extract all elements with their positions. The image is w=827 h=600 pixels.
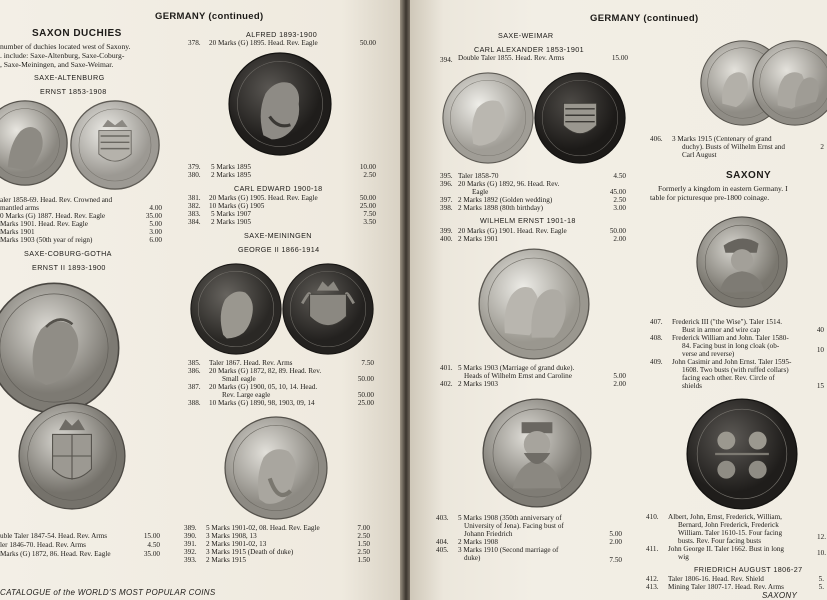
entry-coburg-2: ler 1846-70. Head. Rev. Arms: [0, 541, 86, 549]
saxe-altenburg-arms-coin: [70, 100, 160, 190]
meiningen-arms-coin: [282, 263, 374, 355]
entry-412-num: 412.: [646, 575, 659, 583]
entry-410-text: Albert, John, Ernst, Frederick, William,: [668, 513, 782, 521]
ernst-ii-heading: ERNST II 1893-1900: [32, 263, 106, 272]
ernst-ruler-heading: ERNST 1853-1908: [40, 87, 107, 96]
centenary-coin-reverse: [752, 40, 827, 126]
saxe-weimar-heading: SAXE-WEIMAR: [498, 31, 554, 40]
entry-394-price: 15.00: [611, 54, 628, 62]
price-coburg-1: 15.00: [143, 532, 160, 540]
entry-411-price: 10.: [817, 549, 826, 557]
right-page-footer: SAXONY: [762, 591, 798, 600]
price-coburg-3: 35.00: [143, 550, 160, 558]
entry-coburg-3: Marks (G) 1872, 86. Head. Rev. Eagle: [0, 550, 111, 558]
entry-412-price: 5.: [818, 575, 824, 583]
entry-384-price: 3.50: [363, 218, 376, 226]
left-page: [0, 0, 402, 600]
right-page-header: GERMANY (continued): [590, 13, 699, 24]
frederick-the-wise-coin: [696, 216, 788, 308]
entry-382-num: 382.: [188, 202, 201, 210]
saxe-altenburg-heading: SAXE-ALTENBURG: [34, 73, 105, 82]
entry-393-price: 1.50: [357, 556, 370, 564]
entry-387-price: 50.00: [357, 391, 374, 399]
entry-383-text: 5 Marks 1907: [211, 210, 251, 218]
entry-395-num: 395.: [440, 172, 453, 180]
entry-384-text: 2 Marks 1905: [211, 218, 251, 226]
entry-406-cont-2: Carl August: [682, 151, 717, 159]
entry-407-num: 407.: [650, 318, 663, 326]
entry-413-price: 5.: [818, 583, 824, 591]
entry-408-price: 10: [816, 346, 824, 354]
entry-399-text: 20 Marks (G) 1901. Head. Rev. Eagle: [458, 227, 567, 235]
entry-400-text: 2 Marks 1901: [458, 235, 498, 243]
entry-387-num: 387.: [188, 383, 201, 391]
entry-398-price: 3.00: [613, 204, 626, 212]
entry-altenburg-3: 0 Marks (G) 1887. Head. Rev. Eagle: [0, 212, 106, 220]
entry-386-cont: Small eagle: [222, 375, 256, 383]
saxony-intro-2: table for picturesque pre-1800 coinage.: [650, 193, 770, 202]
entry-378-num: 378.: [188, 39, 201, 47]
saxe-coburg-heading: SAXE-COBURG-GOTHA: [24, 249, 112, 258]
entry-394-num: 394.: [440, 56, 453, 64]
entry-385-num: 385.: [188, 359, 201, 367]
carl-alexander-heading: CARL ALEXANDER 1853-1901: [474, 45, 585, 54]
entry-386-num: 386.: [188, 367, 201, 375]
entry-388-price: 25.00: [357, 399, 374, 407]
entry-396-num: 396.: [440, 180, 453, 188]
entry-408-text: Frederick William and John. Taler 1580-: [672, 334, 789, 342]
entry-399-num: 399.: [440, 227, 453, 235]
entry-396-price: 45.00: [609, 188, 626, 196]
entry-410-price: 12.: [817, 533, 826, 541]
entry-404-num: 404.: [436, 538, 449, 546]
entry-402-text: 2 Marks 1903: [458, 380, 498, 388]
entry-382-text: 10 Marks (G) 1905: [209, 202, 265, 210]
entry-405-price: 7.50: [609, 556, 622, 564]
entry-397-num: 397.: [440, 196, 453, 204]
carl-alexander-head-coin: [442, 72, 534, 164]
saxon-duchies-title: SAXON DUCHIES: [32, 28, 122, 39]
entry-391-text: 2 Marks 1901-02, 13: [206, 540, 267, 548]
entry-412-text: Taler 1806-16. Head. Rev. Shield: [668, 575, 764, 583]
entry-392-text: 3 Marks 1915 (Death of duke): [206, 548, 294, 556]
weimar-arms-coin: [534, 72, 626, 164]
entry-398-num: 398.: [440, 204, 453, 212]
entry-393-text: 2 Marks 1915: [206, 556, 246, 564]
entry-406-price: 2: [820, 143, 824, 151]
entry-397-price: 2.50: [613, 196, 626, 204]
entry-410-cont-1: Bernard, John Frederick, Frederick: [678, 521, 779, 529]
entry-389-num: 389.: [184, 524, 197, 532]
entry-405-cont: duke): [464, 554, 481, 562]
wilhelm-ernst-marriage-coin: [478, 248, 590, 360]
entry-392-num: 392.: [184, 548, 197, 556]
saxony-title: SAXONY: [726, 170, 772, 181]
entry-407-cont: Bust in armor and wire cap: [682, 326, 761, 334]
alfred-head-coin: [228, 52, 332, 156]
saxe-meiningen-heading: SAXE-MEININGEN: [244, 231, 312, 240]
friedrich-august-heading: FRIEDRICH AUGUST 1806-27: [694, 565, 803, 574]
entry-410-cont-2: William. Taler 1610-15. Four facing: [678, 529, 783, 537]
price-altenburg-6: 6.00: [149, 236, 162, 244]
george-ii-heading: GEORGE II 1866-1914: [238, 245, 320, 254]
entry-382-price: 25.00: [359, 202, 376, 210]
entry-altenburg-6: Marks 1903 (50th year of reign): [0, 236, 93, 244]
entry-403-num: 403.: [436, 514, 449, 522]
entry-altenburg-4: Marks 1901. Head. Rev. Eagle: [0, 220, 88, 228]
entry-413-num: 413.: [646, 583, 659, 591]
entry-378-price: 50.00: [359, 39, 376, 47]
wilhelm-ernst-heading: WILHELM ERNST 1901-18: [480, 216, 576, 225]
entry-399-price: 50.00: [609, 227, 626, 235]
entry-409-num: 409.: [650, 358, 663, 366]
entry-403-price: 5.00: [609, 530, 622, 538]
entry-404-text: 2 Marks 1908: [458, 538, 498, 546]
price-altenburg-4: 5.00: [149, 220, 162, 228]
saxon-duchies-intro-1: number of duchies located west of Saxony.: [0, 42, 131, 51]
entry-379-text: 5 Marks 1895: [211, 163, 251, 171]
entry-398-text: 2 Marks 1898 (80th birthday): [458, 204, 544, 212]
entry-385-text: Taler 1867. Head. Rev. Arms: [209, 359, 293, 367]
entry-altenburg-2: mantled arms: [0, 204, 39, 212]
entry-411-num: 411.: [646, 545, 659, 553]
entry-409-text: John Casimir and John Ernst. Taler 1595-: [672, 358, 792, 366]
entry-402-num: 402.: [440, 380, 453, 388]
saxon-duchies-intro-2: . include: Saxe-Altenburg, Saxe-Coburg-: [0, 51, 125, 60]
carl-edward-heading: CARL EDWARD 1900-18: [234, 184, 323, 193]
entry-390-text: 3 Marks 1908, 13: [206, 532, 257, 540]
entry-altenburg-1: aler 1858-69. Head. Rev. Crowned and: [0, 196, 113, 204]
entry-408-cont-1: 84. Facing bust in long cloak (ob-: [682, 342, 780, 350]
entry-406-cont-1: duchy). Busts of Wilhelm Ernst and: [682, 143, 785, 151]
entry-387-text: 20 Marks (G) 1900, 05, 10, 14. Head.: [209, 383, 318, 391]
entry-410-cont-3: busts. Rev. Four facing busts: [678, 537, 761, 545]
entry-388-num: 388.: [188, 399, 201, 407]
left-page-header: GERMANY (continued): [155, 11, 264, 22]
george-ii-head-coin: [190, 263, 282, 355]
right-page: [410, 0, 827, 600]
entry-380-text: 2 Marks 1895: [211, 171, 251, 179]
entry-396-text: 20 Marks (G) 1892, 96. Head. Rev.: [458, 180, 560, 188]
entry-396-cont: Eagle: [472, 188, 489, 196]
entry-410-num: 410.: [646, 513, 659, 521]
ernst-ii-head-coin: [0, 282, 120, 414]
entry-388-text: 10 Marks (G) 1890, 98, 1903, 09, 14: [209, 399, 315, 407]
entry-406-num: 406.: [650, 135, 663, 143]
alfred-heading: ALFRED 1893-1900: [246, 30, 318, 39]
entry-381-price: 50.00: [359, 194, 376, 202]
entry-401-text: 5 Marks 1903 (Marriage of grand duke).: [458, 364, 575, 372]
entry-387-cont: Rev. Large eagle: [222, 391, 271, 399]
coburg-arms-coin: [18, 402, 126, 510]
saxony-intro-1: Formerly a kingdom in eastern Germany. I: [658, 184, 788, 193]
george-ii-death-coin: [224, 416, 328, 520]
entry-403-cont-2: Johann Friedrich: [464, 530, 513, 538]
entry-394-text: Double Taler 1855. Head. Rev. Arms: [458, 54, 565, 62]
entry-400-price: 2.00: [613, 235, 626, 243]
entry-409-cont-2: facing each other. Rev. Circle of: [682, 374, 775, 382]
entry-401-price: 5.00: [613, 372, 626, 380]
entry-408-num: 408.: [650, 334, 663, 342]
entry-383-price: 7.50: [363, 210, 376, 218]
entry-401-cont: Heads of Wilhelm Ernst and Caroline: [464, 372, 572, 380]
entry-397-text: 2 Marks 1892 (Golden wedding): [458, 196, 553, 204]
ernst-head-coin: [0, 100, 68, 186]
entry-409-cont-3: shields: [682, 382, 702, 390]
entry-409-cont-1: 1608. Two busts (with ruffed collars): [682, 366, 789, 374]
entry-404-price: 2.00: [609, 538, 622, 546]
four-busts-taler-coin: [686, 398, 798, 510]
entry-408-cont-2: verse and reverse): [682, 350, 735, 358]
entry-407-price: 40: [816, 326, 824, 334]
entry-392-price: 2.50: [357, 548, 370, 556]
entry-391-num: 391.: [184, 540, 197, 548]
entry-383-num: 383.: [188, 210, 201, 218]
johann-friedrich-coin: [482, 398, 592, 508]
entry-401-num: 401.: [440, 364, 453, 372]
entry-403-text: 5 Marks 1908 (350th anniversary of: [458, 514, 562, 522]
price-coburg-2: 4.50: [147, 541, 160, 549]
entry-378-text: 20 Marks (G) 1895. Head. Rev. Eagle: [209, 39, 318, 47]
entry-386-price: 50.00: [357, 375, 374, 383]
entry-381-num: 381.: [188, 194, 201, 202]
entry-402-price: 2.00: [613, 380, 626, 388]
entry-380-price: 2.50: [363, 171, 376, 179]
entry-403-cont-1: University of Jena). Facing bust of: [464, 522, 564, 530]
entry-411-cont: wig: [678, 553, 689, 561]
price-altenburg-3: 35.00: [145, 212, 162, 220]
price-altenburg-2: 4.00: [149, 204, 162, 212]
entry-389-text: 5 Marks 1901-02, 08. Head. Rev. Eagle: [206, 524, 320, 532]
entry-385-price: 7.50: [361, 359, 374, 367]
entry-altenburg-5: Marks 1901: [0, 228, 35, 236]
entry-380-num: 380.: [188, 171, 201, 179]
left-page-footer: CATALOGUE of the WORLD'S MOST POPULAR COINS: [0, 588, 216, 597]
entry-384-num: 384.: [188, 218, 201, 226]
entry-405-num: 405.: [436, 546, 449, 554]
entry-381-text: 20 Marks (G) 1905. Head. Rev. Eagle: [209, 194, 318, 202]
entry-393-num: 393.: [184, 556, 197, 564]
entry-379-num: 379.: [188, 163, 201, 171]
entry-391-price: 1.50: [357, 540, 370, 548]
entry-390-price: 2.50: [357, 532, 370, 540]
entry-413-text: Mining Taler 1807-17. Head. Rev. Arms: [668, 583, 784, 591]
saxon-duchies-intro-3: , Saxe-Meiningen, and Saxe-Weimar.: [0, 60, 114, 69]
entry-390-num: 390.: [184, 532, 197, 540]
entry-405-text: 3 Marks 1910 (Second marriage of: [458, 546, 559, 554]
entry-400-num: 400.: [440, 235, 453, 243]
entry-389-price: 7.00: [357, 524, 370, 532]
entry-coburg-1: uble Taler 1847-54. Head. Rev. Arms: [0, 532, 108, 540]
entry-379-price: 10.00: [359, 163, 376, 171]
entry-409-price: 15: [816, 382, 824, 390]
entry-406-text: 3 Marks 1915 (Centenary of grand: [672, 135, 772, 143]
entry-386-text: 20 Marks (G) 1872, 82, 89. Head. Rev.: [209, 367, 322, 375]
entry-407-text: Frederick III ("the Wise"). Taler 1514.: [672, 318, 782, 326]
price-altenburg-5: 3.00: [149, 228, 162, 236]
entry-395-price: 4.50: [613, 172, 626, 180]
entry-411-text: John George II. Taler 1662. Bust in long: [668, 545, 785, 553]
entry-395-text: Taler 1858-70: [458, 172, 499, 180]
